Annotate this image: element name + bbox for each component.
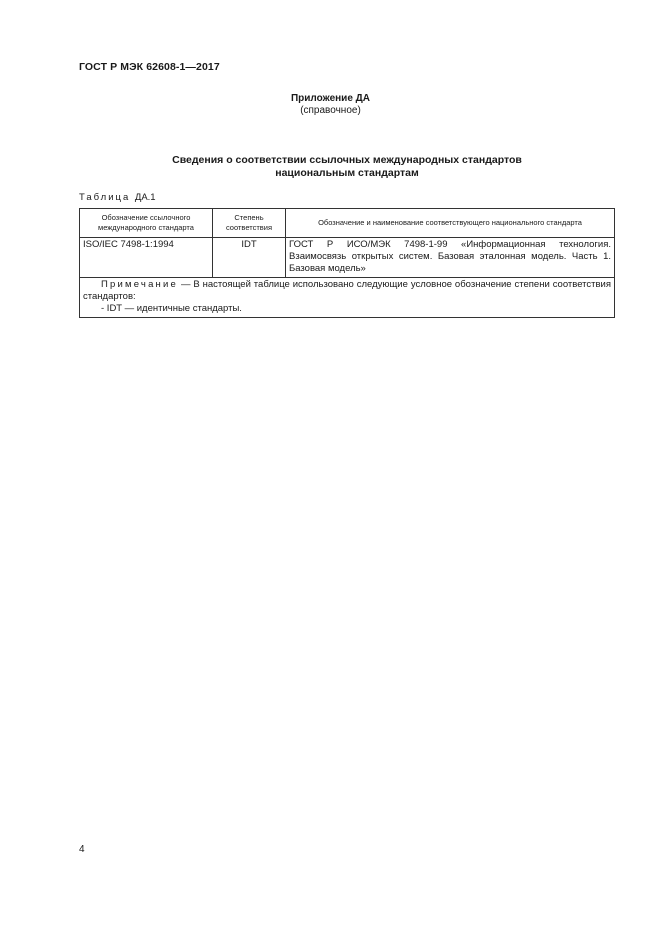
cell-national-standard: ГОСТ Р ИСО/МЭК 7498-1-99 «Информационная технология. Взаимосвязь открытых систем. Базовая эталонная модель. Часть 1. Базовая модель» xyxy=(286,238,615,278)
document-number-header: ГОСТ Р МЭК 62608-1—2017 xyxy=(79,61,220,73)
table-note-row xyxy=(80,278,615,318)
table-header-row xyxy=(80,209,615,238)
column-header-intl-standard: Обозначение ссылочного международного стандарта xyxy=(80,209,213,238)
note-body: — В настоящей таблице использовано следующие условное обозначение степени соответствия стандартов: xyxy=(83,279,612,302)
section-title-line-2: национальным стандартам xyxy=(275,167,419,179)
appendix-title: Приложение ДА xyxy=(290,93,371,104)
table-caption xyxy=(79,192,156,203)
note-label: Примечание xyxy=(101,279,178,290)
standards-correspondence-table xyxy=(79,208,615,318)
table-caption-number: ДА.1 xyxy=(134,192,156,203)
column-header-degree: Степень соответствия xyxy=(213,209,286,238)
appendix-subtitle: (справочное) xyxy=(300,105,361,116)
note-text xyxy=(83,279,611,303)
section-title xyxy=(79,154,615,180)
cell-intl-standard: ISO/IEC 7498-1:1994 xyxy=(80,238,213,278)
note-list-item: - IDT — идентичные стандарты. xyxy=(101,303,242,314)
appendix-heading xyxy=(0,93,661,117)
column-header-national-standard: Обозначение и наименование соответствующего национального стандарта xyxy=(286,209,615,238)
section-title-line-1: Сведения о соответствии ссылочных международных стандартов xyxy=(172,154,522,166)
table-caption-word: Таблица xyxy=(79,192,131,203)
cell-degree: IDT xyxy=(213,238,286,278)
page-number: 4 xyxy=(79,844,85,855)
table-note xyxy=(80,278,615,318)
table-row xyxy=(80,238,615,278)
